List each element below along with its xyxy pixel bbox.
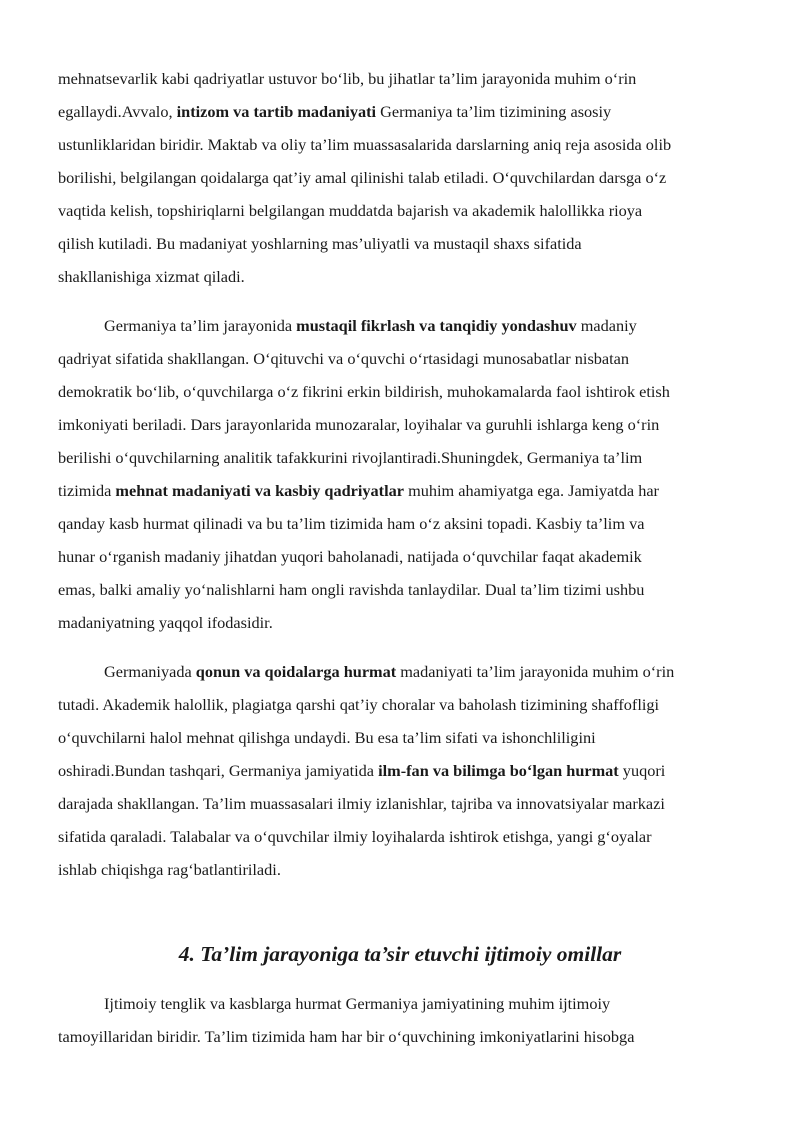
- bold-phrase: intizom va tartib madaniyati: [176, 102, 377, 121]
- paragraph-2-line-9: [58, 580, 644, 600]
- paragraph-3-line-7: [58, 860, 281, 880]
- paragraph-3-line-1: [104, 662, 674, 682]
- text-run: tizimida: [58, 481, 116, 500]
- text-run: tamoyillaridan biridir. Ta’lim tizimida ham har bir o‘quvchining imkoniyatlarini hisobga: [58, 1027, 635, 1046]
- section-heading: 4. Ta’lim jarayoniga ta’sir etuvchi ijtimoiy omillar: [178, 942, 622, 966]
- paragraph-1-line-6: [58, 234, 582, 254]
- text-run: madaniyatning yaqqol ifodasidir.: [58, 613, 273, 632]
- paragraph-1-line-5: [58, 201, 642, 221]
- text-run: emas, balki amaliy yo‘nalishlarni ham ongli ravishda tanlaydilar. Dual ta’lim tizimi ushbu: [58, 580, 645, 599]
- paragraph-2-line-7: [58, 514, 644, 534]
- paragraph-3-line-5: [58, 794, 665, 814]
- text-run: qanday kasb hurmat qilinadi va bu ta’lim tizimida ham o‘z aksini topadi. Kasbiy ta’lim va: [58, 514, 645, 533]
- text-run: demokratik bo‘lib, o‘quvchilarga o‘z fikrini erkin bildirish, muhokamalarda faol ishtirok etish: [58, 382, 670, 401]
- text-run: madaniyati ta’lim jarayonida muhim o‘rin: [396, 662, 675, 681]
- text-run: o‘quvchilarni halol mehnat qilishga undaydi. Bu esa ta’lim sifati va ishonchliligini: [58, 728, 596, 747]
- paragraph-4-line-1: [104, 994, 610, 1014]
- text-run: hunar o‘rganish madaniy jihatdan yuqori baholanadi, natijada o‘quvchilar faqat akademik: [58, 547, 642, 566]
- paragraph-2-line-6: [58, 481, 659, 501]
- text-run: shakllanishiga xizmat qiladi.: [58, 267, 245, 286]
- text-run: egallaydi.Avvalo,: [58, 102, 177, 121]
- paragraph-3-line-3: [58, 728, 596, 748]
- paragraph-1-line-3: [58, 135, 671, 155]
- paragraph-2-line-2: [58, 349, 629, 369]
- text-run: Germaniya ta’lim tizimining asosiy: [376, 102, 612, 121]
- text-run: qadriyat sifatida shakllangan. O‘qituvchi va o‘quvchi o‘rtasidagi munosabatlar nisbatan: [58, 349, 630, 368]
- paragraph-4-line-2: [58, 1027, 634, 1047]
- text-run: Germaniya ta’lim jarayonida: [104, 316, 297, 335]
- paragraph-2-line-4: [58, 415, 659, 435]
- paragraph-2-line-3: [58, 382, 670, 402]
- paragraph-2-line-8: [58, 547, 642, 567]
- bold-phrase: mustaqil fikrlash va tanqidiy yondashuv: [296, 316, 577, 335]
- text-run: berilishi o‘quvchilarning analitik tafakkurini rivojlantiradi.Shuningdek, Germaniya ta’lim: [58, 448, 643, 467]
- text-run: yuqori: [618, 761, 666, 780]
- paragraph-2-line-1: [104, 316, 637, 336]
- text-run: oshiradi.Bundan tashqari, Germaniya jamiyatida: [58, 761, 379, 780]
- text-run: sifatida qaraladi. Talabalar va o‘quvchilar ilmiy loyihalarda ishtirok etishga, yangi g‘oyalar: [58, 827, 652, 846]
- text-run: vaqtida kelish, topshiriqlarni belgilangan muddatda bajarish va akademik halollikka rioya: [58, 201, 643, 220]
- paragraph-3-line-2: [58, 695, 659, 715]
- paragraph-3-line-6: [58, 827, 652, 847]
- paragraph-3-line-4: [58, 761, 665, 781]
- text-run: borilishi, belgilangan qoidalarga qat’iy amal qilinishi talab etiladi. O‘quvchilardan darsga o‘z: [58, 168, 667, 187]
- text-run: Germaniyada: [104, 662, 196, 681]
- text-run: ishlab chiqishga rag‘batlantiriladi.: [58, 860, 281, 879]
- text-run: darajada shakllangan. Ta’lim muassasalari ilmiy izlanishlar, tajriba va innovatsiyalar markazi: [58, 794, 665, 813]
- bold-phrase: qonun va qoidalarga hurmat: [195, 662, 397, 681]
- text-run: mehnatsevarlik kabi qadriyatlar ustuvor bo‘lib, bu jihatlar ta’lim jarayonida muhim o‘rin: [58, 69, 637, 88]
- paragraph-1-line-1: [58, 69, 636, 89]
- bold-phrase: mehnat madaniyati va kasbiy qadriyatlar: [115, 481, 404, 500]
- paragraph-2-line-5: [58, 448, 642, 468]
- text-run: tutadi. Akademik halollik, plagiatga qarshi qat’iy choralar va baholash tizimining shaffofligi: [58, 695, 660, 714]
- text-run: qilish kutiladi. Bu madaniyat yoshlarning mas’uliyatli va mustaqil shaxs sifatida: [58, 234, 582, 253]
- text-run: ustunliklaridan biridir. Maktab va oliy ta’lim muassasalarida darslarning aniq reja asosida olib: [58, 135, 672, 154]
- paragraph-1-line-7: [58, 267, 245, 287]
- text-run: imkoniyati beriladi. Dars jarayonlarida munozaralar, loyihalar va guruhli ishlarga keng o‘rin: [58, 415, 660, 434]
- text-run: madaniy: [576, 316, 637, 335]
- bold-phrase: ilm-fan va bilimga bo‘lgan hurmat: [378, 761, 619, 780]
- paragraph-2-line-10: [58, 613, 273, 633]
- paragraph-1-line-2: [58, 102, 611, 122]
- paragraph-1-line-4: [58, 168, 666, 188]
- text-run: muhim ahamiyatga ega. Jamiyatda har: [404, 481, 659, 500]
- text-run: Ijtimoiy tenglik va kasblarga hurmat Germaniya jamiyatining muhim ijtimoiy: [104, 994, 611, 1013]
